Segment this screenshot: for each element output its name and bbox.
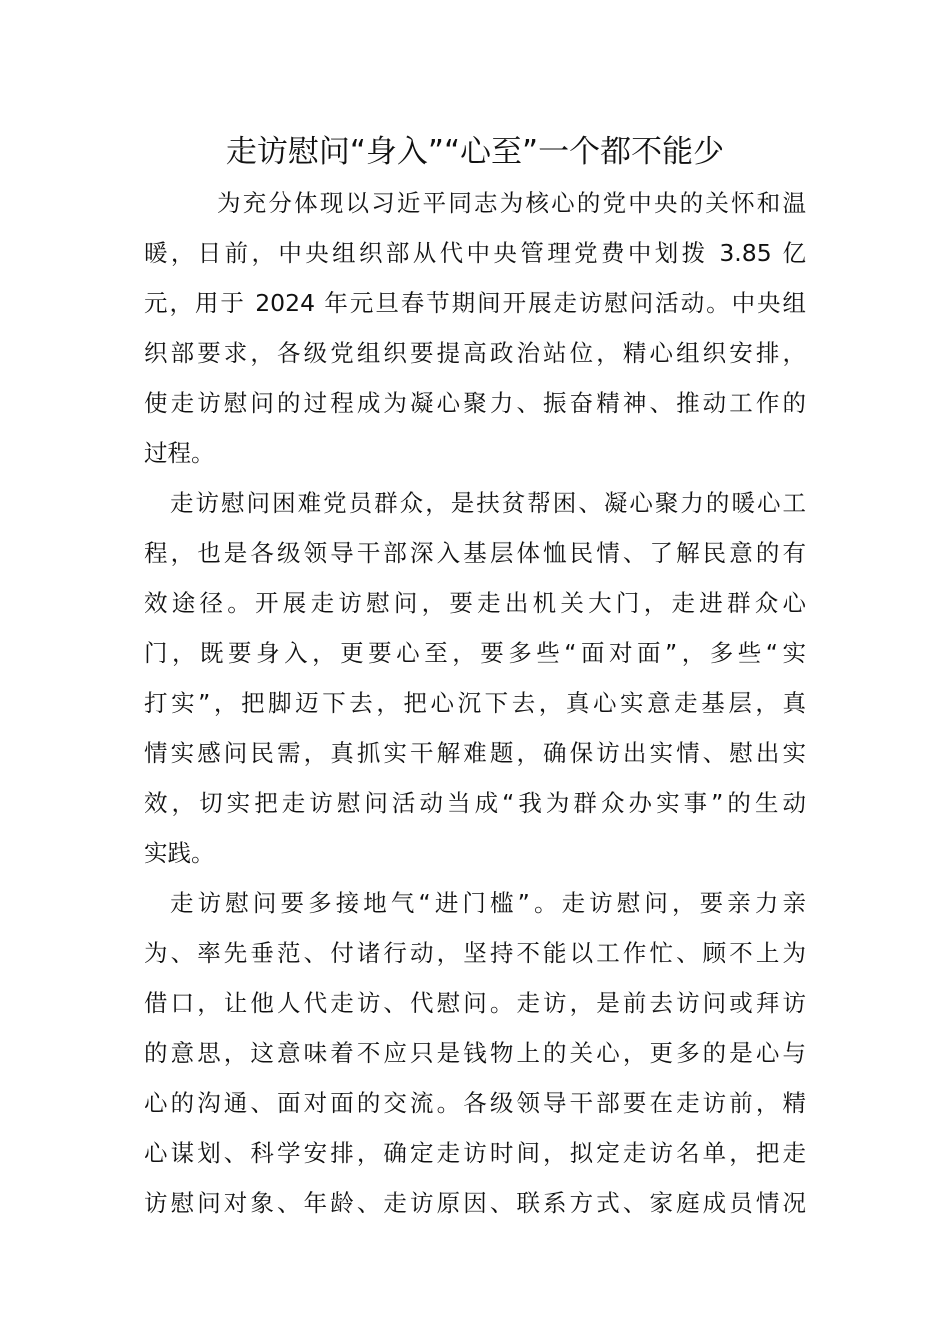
paragraph-line: 程，也是各级领导干部深入基层体恤民情、了解民意的有 bbox=[144, 539, 806, 567]
paragraph-2 bbox=[144, 478, 806, 878]
paragraph-line: 过程。 bbox=[144, 439, 215, 467]
paragraph-line: 情实感问民需，真抓实干解难题，确保访出实情、慰出实 bbox=[144, 739, 806, 767]
paragraph-line: 实践。 bbox=[144, 839, 215, 867]
paragraph-line: 的意思，这意味着不应只是钱物上的关心，更多的是心与 bbox=[144, 1039, 806, 1067]
paragraph-line: 走访慰问困难党员群众，是扶贫帮困、凝心聚力的暖心工 bbox=[170, 489, 806, 517]
paragraph-line: 借口，让他人代走访、代慰问。走访，是前去访问或拜访 bbox=[144, 989, 806, 1017]
paragraph-line: 效，切实把走访慰问活动当成“我为群众办实事”的生动 bbox=[144, 789, 806, 817]
paragraph-line: 元，用于 2024 年元旦春节期间开展走访慰问活动。中央组 bbox=[144, 289, 806, 317]
paragraph-1 bbox=[144, 178, 806, 478]
paragraph-line: 暖，日前，中央组织部从代中央管理党费中划拨 3.85 亿 bbox=[144, 239, 806, 267]
document-body bbox=[144, 178, 806, 1228]
paragraph-3 bbox=[144, 878, 806, 1228]
paragraph-line: 心的沟通、面对面的交流。各级领导干部要在走访前，精 bbox=[144, 1089, 806, 1117]
paragraph-line: 效途径。开展走访慰问，要走出机关大门，走进群众心 bbox=[144, 589, 806, 617]
paragraph-line: 走访慰问要多接地气“进门槛”。走访慰问，要亲力亲 bbox=[170, 889, 806, 917]
paragraph-line: 访慰问对象、年龄、走访原因、联系方式、家庭成员情况 bbox=[144, 1189, 806, 1217]
paragraph-line: 织部要求，各级党组织要提高政治站位，精心组织安排， bbox=[144, 339, 806, 367]
paragraph-line: 使走访慰问的过程成为凝心聚力、振奋精神、推动工作的 bbox=[144, 389, 806, 417]
paragraph-line: 为充分体现以习近平同志为核心的党中央的关怀和温 bbox=[217, 189, 806, 217]
paragraph-line: 打实”，把脚迈下去，把心沉下去，真心实意走基层，真 bbox=[144, 689, 806, 717]
paragraph-line: 为、率先垂范、付诸行动，坚持不能以工作忙、顾不上为 bbox=[144, 939, 806, 967]
paragraph-line: 门，既要身入，更要心至，要多些“面对面”，多些“实 bbox=[144, 639, 806, 667]
document-title: 走访慰问“身入”“心至”一个都不能少 bbox=[225, 134, 725, 170]
paragraph-line: 心谋划、科学安排，确定走访时间，拟定走访名单，把走 bbox=[144, 1139, 806, 1167]
